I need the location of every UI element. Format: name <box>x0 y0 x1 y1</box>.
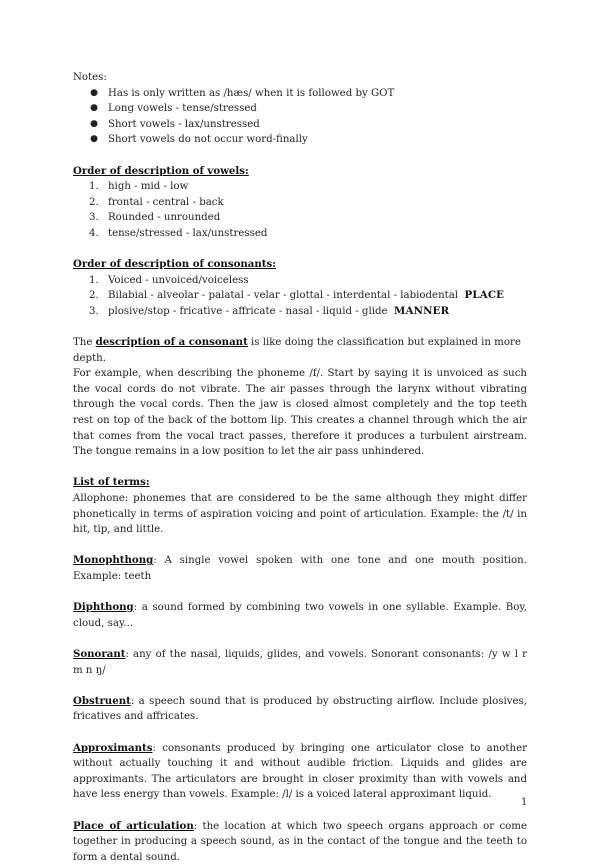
term-allophone: Allophone: phonemes that are considered to be the same although they might differ phonetically in terms of aspiration voicing and point of articulation. Example: the /t/ in hit, tip, and little. <box>73 491 527 538</box>
bullet-icon: ● <box>89 132 99 148</box>
list-item: ● Has is only written as /hæs/ when it is followed by GOT <box>89 86 527 102</box>
term-approximants: Approximants: consonants produced by bringing one articulator close to another without actually touching it and without audible friction. Liquids and glides are approximants. The articulators are brought in closer proximity than with vowels and have less energy than vowels. Example: /l/ is a voiced lateral approximant liquid. <box>73 741 527 803</box>
manner-tag: MANNER <box>394 305 449 317</box>
bullet-icon: ● <box>89 117 99 133</box>
description-intro: The description of a consonant is like doing the classification but explained in more depth. <box>73 335 527 366</box>
list-item: 1. high - mid - low <box>89 179 527 195</box>
place-tag: PLACE <box>465 289 505 301</box>
term-sonorant: Sonorant: any of the nasal, liquids, glides, and vowels. Sonorant consonants: /y w l r m n ŋ/ <box>73 647 527 678</box>
list-item: 3. Rounded - unrounded <box>89 210 527 226</box>
list-item: ● Short vowels do not occur word-finally <box>89 132 527 148</box>
vowels-list <box>73 179 527 241</box>
bullet-icon: ● <box>89 101 99 117</box>
description-body: For example, when describing the phoneme /f/. Start by saying it is unvoiced as such the vocal cords do not vibrate. The air passes through the larynx without vibrating through the vocal cords. Then the jaw is closed almost completely and the top teeth rest on top of the back of the bottom lip. This creates a channel through which the air that comes from the vocal tract passes, therefore it produces a turbulent airstream. The tongue remains in a low position to let the air pass unhindered. <box>73 366 527 460</box>
list-item: 2. Bilabial - alveolar - palatal - velar - glottal - interdental - labiodental PLACE <box>89 288 527 304</box>
terms-heading: List of terms: <box>73 475 527 491</box>
term-place-of-articulation: Place of articulation: the location at which two speech organs approach or come together in producing a speech sound, as in the contact of the tongue and the teeth to form a dental sound. <box>73 819 527 865</box>
term-monophthong: Monophthong: A single vowel spoken with one tone and one mouth position. Example: teeth <box>73 553 527 584</box>
page-number: 1 <box>521 795 527 811</box>
list-item: 1. Voiced - unvoiced/voiceless <box>89 273 527 289</box>
list-item: 2. frontal - central - back <box>89 195 527 211</box>
consonants-heading: Order of description of consonants: <box>73 257 527 273</box>
notes-list <box>73 86 527 148</box>
list-item: ● Short vowels - lax/unstressed <box>89 117 527 133</box>
term-obstruent: Obstruent: a speech sound that is produced by obstructing airflow. Include plosives, fricatives and affricates. <box>73 694 527 725</box>
list-item: 4. tense/stressed - lax/unstressed <box>89 226 527 242</box>
notes-title: Notes: <box>73 70 527 86</box>
vowels-heading: Order of description of vowels: <box>73 164 527 180</box>
list-item: ● Long vowels - tense/stressed <box>89 101 527 117</box>
consonants-list <box>73 273 527 320</box>
term-diphthong: Diphthong: a sound formed by combining two vowels in one syllable. Example. Boy, cloud, say... <box>73 600 527 631</box>
list-item: 3. plosive/stop - fricative - affricate - nasal - liquid - glide MANNER <box>89 304 527 320</box>
bullet-icon: ● <box>89 86 99 102</box>
document-page <box>73 70 527 865</box>
